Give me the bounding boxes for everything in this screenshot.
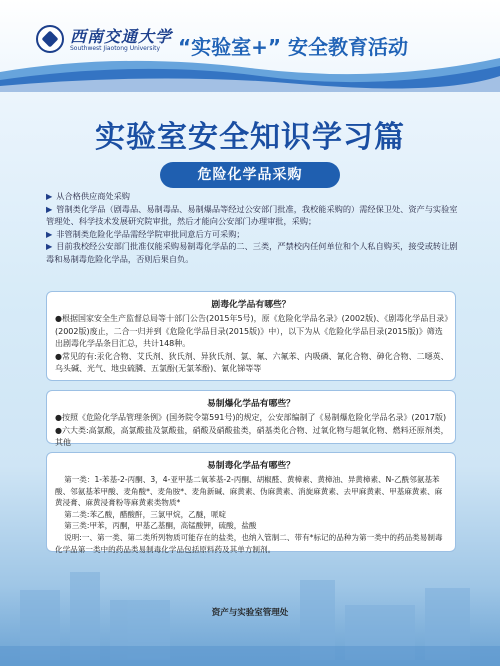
box-title: 易制毒化学品有哪些？: [207, 461, 295, 471]
intro-item: ▶ 目前我校经公安部门批准仅能采购易制毒化学品的二、三类，严禁校内任何单位和个人私自购买，接受或转让剧毒和易制毒危险化学品，否则后果自负。: [46, 241, 458, 264]
intro-item: ▶ 非管制类危险化学品需经学院审批同意后方可采购；: [46, 228, 245, 239]
intro-item: ▶ 管制类化学品（剧毒品、易制毒品、易制爆品等经过公安部门批准，我校能采购的）需经保卫处、资产与实验室管理处、科学技术发展研究院审批，然后才能向公安部门办理审批，采购；: [46, 203, 458, 226]
box-paragraph: 说明:一、第一类、第二类所列物质可能存在的盐类，也纳入管制二、带有*标记的品种为第一类中的药品类易制毒化学品第一类中的药品类易制毒化学品包括原料药及其单方制剂。: [55, 532, 443, 554]
triangle-bullet-icon: ▶: [46, 241, 53, 251]
triangle-bullet-icon: ▶: [46, 191, 53, 201]
box-title: 剧毒化学品有哪些？: [211, 300, 291, 310]
toxic-chemicals-box: [46, 291, 456, 381]
intro-item: ▶ 从合格供应商处采购: [46, 191, 130, 201]
triangle-bullet-icon: ▶: [46, 228, 53, 239]
university-name-cn: 西南交通大学: [70, 27, 173, 46]
box-paragraph: 第一类：1-苯基-2-丙酮、3，4-亚甲基二氧苯基-2-丙酮、胡椒醛、黄樟素、黄樟油、异黄樟素、N-乙酰邻氨基苯酸、邻氨基苯甲酸、麦角酸*、麦角胺*、麦角新碱、麻黄素、伪麻黄素、消旋麻黄素、去甲麻黄素、甲基麻黄素、麻黄浸膏、麻黄浸膏粉等麻黄素类物质*: [55, 475, 443, 508]
box-paragraph: 第三类:甲苯，丙酮，甲基乙基酮，高锰酸钾，硫酸，盐酸: [64, 521, 257, 531]
drug-precursor-box: [46, 452, 456, 552]
box-title: 易制爆化学品有哪些？: [207, 399, 295, 409]
university-logo-icon: [36, 25, 64, 53]
explosive-chemicals-box: [46, 390, 456, 448]
event-title: “实验室+” 安全教育活动: [178, 35, 409, 59]
triangle-bullet-icon: ▶: [46, 203, 53, 214]
box-paragraph: ●按照《危险化学品管理条例》(国务院令第591号)的规定，公安部编制了《易制爆危险化学品名录》(2017版): [55, 413, 447, 422]
header: [0, 0, 500, 86]
footer-department: 资产与实验室管理处: [211, 608, 289, 618]
box-paragraph: 第二类:苯乙酸，醋酸酐，三氯甲烷，乙醚，哌啶: [64, 509, 227, 519]
box-paragraph: ●根据国家安全生产监督总局等十部门公告(2015年5号)，原《危险化学品名录》(2002版)、《剧毒化学品目录》(2002版)废止，二合一归并到《危险化学品目录(2015版)》中），以下为从《危险化学品目录(2015版)》筛选出剧毒化学品条目汇总，共计148种。: [55, 314, 449, 349]
box-paragraph: ●六大类:高氯酸，高氯酸盐及氯酸盐，硝酸及硝酸盐类，硝基类化合物、过氧化物与超氧化物、燃料还原剂类，其他: [55, 425, 449, 448]
page-title: 实验室安全知识学习篇: [95, 120, 405, 155]
box-paragraph: ●常见的有:汞化合物、艾氏剂、狄氏剂、异狄氏剂、氯、氟、六氟苯、内吸磷、氰化合物、砷化合物、二噁英、乌头碱、光气、地虫硫膦、五氯酚(无氯苯酚)、氰化锑等等: [55, 351, 449, 374]
section-pill: 危险化学品采购: [160, 162, 340, 188]
university-name-en: Southwest Jiaotong University: [70, 45, 161, 52]
intro-list: [46, 190, 458, 265]
